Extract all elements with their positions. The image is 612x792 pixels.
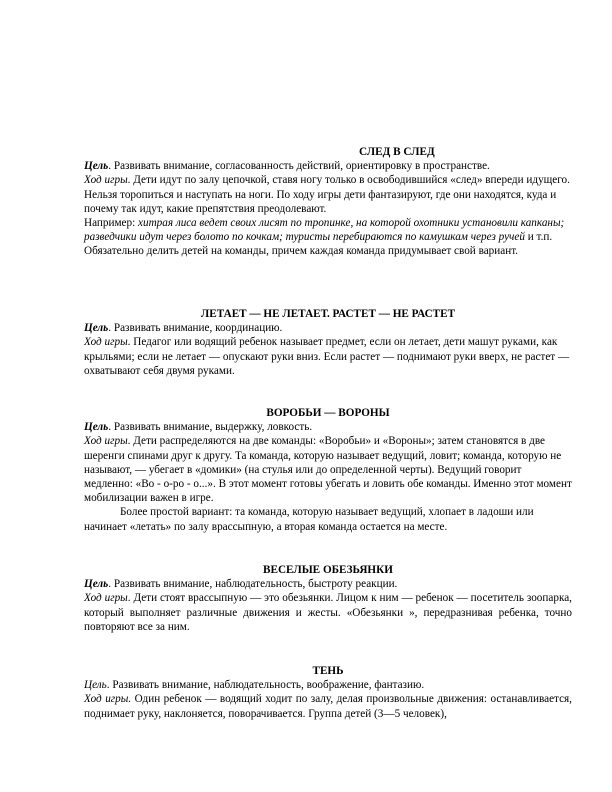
- section-title: ТЕНЬ: [312, 665, 344, 677]
- goal-paragraph: [84, 321, 572, 335]
- move-text: Один ребенок — водящий ходит по залу, делая произвольные движения: останавливается, поднимает руку, наклоняется, поворачивается. Группа детей (3—5 человек),: [84, 693, 572, 720]
- goal-paragraph: [84, 420, 572, 434]
- goal-label: Цель: [84, 578, 109, 591]
- move-paragraph: [84, 692, 572, 720]
- goal-label: Цель: [84, 421, 109, 434]
- goal-label: Цель: [84, 160, 109, 173]
- goal-paragraph: [84, 678, 572, 692]
- move-label: Ход игры: [84, 336, 128, 349]
- goal-paragraph: [84, 577, 572, 591]
- move-label: Ход игры: [84, 174, 128, 187]
- variant-paragraph: Более простой вариант: та команда, которую называет ведущий, хлопает в ладоши или начинает «летать» по залу врассыпную, а вторая команда остается на месте.: [84, 506, 534, 533]
- move-text: . Дети идут по залу цепочкой, ставя ногу только в освободившийся «след» впереди идущего. Нельзя торопиться и наступать на ноги. По ходу игры дети фантазируют, где они находятся, куда и почему так идут, какие препятствия преодолевают.: [84, 174, 570, 215]
- section-letaet: [84, 307, 572, 378]
- move-paragraph: [84, 434, 572, 505]
- goal-text: . Развивать внимание, координацию.: [108, 322, 283, 335]
- example-paragraph: [84, 216, 572, 244]
- move-label: Ход игры: [84, 435, 128, 448]
- move-paragraph: [84, 173, 572, 216]
- section-veselye-obezyanki: [84, 563, 572, 634]
- goal-label: Цель: [84, 679, 107, 692]
- example-italic: хитрая лиса ведет своих лисят по тропинке, на которой охотники установили капканы; разведчики идут через болото по кочкам; туристы перебираются по камушкам через ручей: [84, 217, 565, 244]
- example-label: Например:: [84, 217, 139, 230]
- move-text: . Дети стоят врассыпную — это обезьянки. Лицом к ним — ребенок — посетитель зоопарка, который выполняет различные движения и жесты. «Обезьянки », передразнивая ребенка, точно повторяют все за ним.: [84, 592, 572, 633]
- rule-paragraph: Обязательно делить детей на команды, причем каждая команда придумывает свой вариант.: [84, 245, 519, 258]
- section-title: ВЕСЕЛЫЕ ОБЕЗЬЯНКИ: [263, 564, 393, 576]
- section-title: ВОРОБЬИ — ВОРОНЫ: [266, 407, 390, 419]
- goal-label: Цель: [84, 322, 109, 335]
- goal-text: . Развивать внимание, выдержку, ловкость.: [108, 421, 313, 434]
- move-text: . Педагог или водящий ребенок называет предмет, если он летает, дети машут руками, как крыльями; если не летает — опускают руки вниз. Если растет — поднимают руки вверх, не растет — охватывают себя двумя руками.: [84, 336, 570, 377]
- section-title: СЛЕД В СЛЕД: [359, 146, 435, 158]
- move-label: Ход игры: [84, 592, 128, 605]
- move-text: . Дети распределяются на две команды: «Воробьи» и «Вороны»; затем становятся в две шеренги спинами друг к другу. Та команда, которую называет ведущий, ловит; команда, которую не называют, — убегает в «домики» (на стулья или до определенной черты). Ведущий говорит медленно: «Во - о-ро - о...». В этот момент готовы убегать и ловить обе команды. Именно этот момент мобилизации важен в игре.: [84, 435, 572, 505]
- example-tail: и т.п.: [524, 231, 553, 244]
- goal-text: . Развивать внимание, наблюдательность, воображение, фантазию.: [106, 679, 425, 692]
- move-paragraph: [84, 335, 572, 378]
- section-title: ЛЕТАЕТ — НЕ ЛЕТАЕТ. РАСТЕТ — НЕ РАСТЕТ: [200, 308, 456, 320]
- section-vorobi-vorony: [84, 406, 572, 534]
- goal-text: . Развивать внимание, согласованность действий, ориентировку в пространстве.: [108, 160, 490, 173]
- section-ten: [84, 664, 572, 721]
- move-paragraph: [84, 591, 572, 634]
- move-label: Ход игры.: [84, 693, 132, 706]
- goal-text: . Развивать внимание, наблюдательность, быстроту реакции.: [108, 578, 398, 591]
- goal-paragraph: [84, 159, 572, 173]
- section-sled-v-sled: [84, 145, 572, 259]
